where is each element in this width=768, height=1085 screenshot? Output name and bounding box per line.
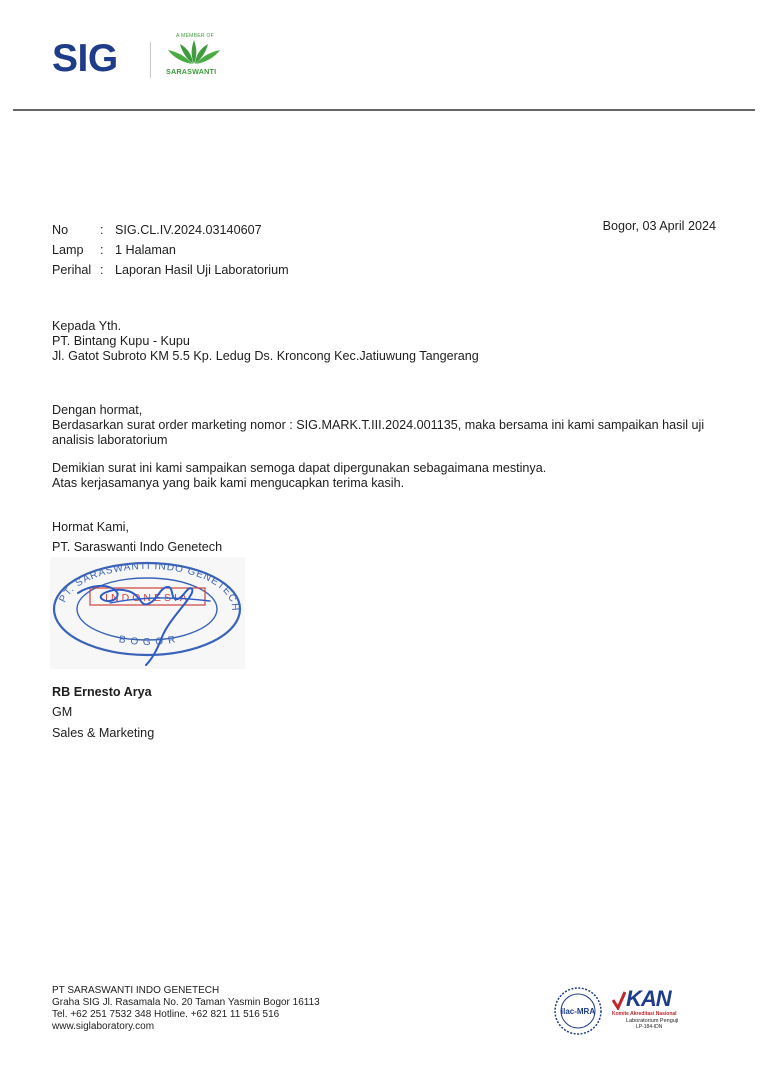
signer-department: Sales & Marketing xyxy=(52,726,155,740)
signer-title: GM xyxy=(52,705,73,719)
footer-phone: Tel. +62 251 7532 348 Hotline. +62 821 11 516 516 xyxy=(52,1009,280,1020)
company-stamp-signature xyxy=(50,557,245,669)
perihal-label: Perihal xyxy=(52,263,92,277)
no-label: No xyxy=(52,223,69,237)
footer-website: www.siglaboratory.com xyxy=(52,1021,155,1032)
kan-lab-type: Laboratorium Penguji xyxy=(626,1018,679,1024)
lamp-label: Lamp xyxy=(52,243,84,257)
stamp-bottom-text: BOGOR xyxy=(117,633,182,649)
kan-check-icon xyxy=(612,990,626,1010)
ilac-mra-logo xyxy=(553,986,603,1036)
body-paragraph-1-line-2: analisis laboratorium xyxy=(52,433,168,447)
recipient-greeting: Kepada Yth. xyxy=(52,319,122,333)
no-value: SIG.CL.IV.2024.03140607 xyxy=(115,223,262,237)
closing-company: PT. Saraswanti Indo Genetech xyxy=(52,540,223,554)
no-colon: : xyxy=(100,223,104,237)
stamp-top-text: PT. SARASWANTI INDO GENETECH xyxy=(57,560,241,612)
letter-date: Bogor, 03 April 2024 xyxy=(602,219,716,233)
recipient-company: PT. Bintang Kupu - Kupu xyxy=(52,334,190,348)
sig-logo: SIG xyxy=(52,37,118,80)
member-of-text: A MEMBER OF xyxy=(176,33,215,39)
footer-company: PT SARASWANTI INDO GENETECH xyxy=(52,985,220,996)
body-paragraph-1-line-1: Berdasarkan surat order marketing nomor : SIG.MARK.T.III.2024.001135, maka bersama ini kami sampaikan hasil uji xyxy=(52,418,705,432)
lamp-colon: : xyxy=(100,243,104,257)
kan-full-name: Komite Akreditasi Nasional xyxy=(612,1011,677,1017)
perihal-colon: : xyxy=(100,263,104,277)
kan-accreditation-code: LP-184-IDN xyxy=(636,1024,663,1030)
kan-logo xyxy=(612,988,678,1030)
kan-wordmark: KAN xyxy=(626,986,671,1011)
footer-address: Graha SIG Jl. Rasamala No. 20 Taman Yasmin Bogor 16113 xyxy=(52,997,320,1008)
body-paragraph-2-line-2: Atas kerjasamanya yang baik kami mengucapkan terima kasih. xyxy=(52,476,405,490)
saraswanti-leaf-icon xyxy=(166,38,222,66)
lamp-value: 1 Halaman xyxy=(115,243,176,257)
closing-regards: Hormat Kami, xyxy=(52,520,129,534)
logo-divider xyxy=(150,42,151,78)
body-paragraph-2-line-1: Demikian surat ini kami sampaikan semoga dapat dipergunakan sebagaimana mestinya. xyxy=(52,461,547,475)
saraswanti-logo-text: SARASWANTI xyxy=(166,67,217,76)
stamp-center-text: INDONESIA xyxy=(105,592,190,604)
perihal-value: Laporan Hasil Uji Laboratorium xyxy=(115,263,289,277)
ilac-text: ilac-MRA xyxy=(560,1007,596,1016)
salutation: Dengan hormat, xyxy=(52,403,143,417)
recipient-address: Jl. Gatot Subroto KM 5.5 Kp. Ledug Ds. Kroncong Kec.Jatiuwung Tangerang xyxy=(52,349,479,363)
signer-name: RB Ernesto Arya xyxy=(52,685,152,699)
header-divider xyxy=(13,109,755,111)
